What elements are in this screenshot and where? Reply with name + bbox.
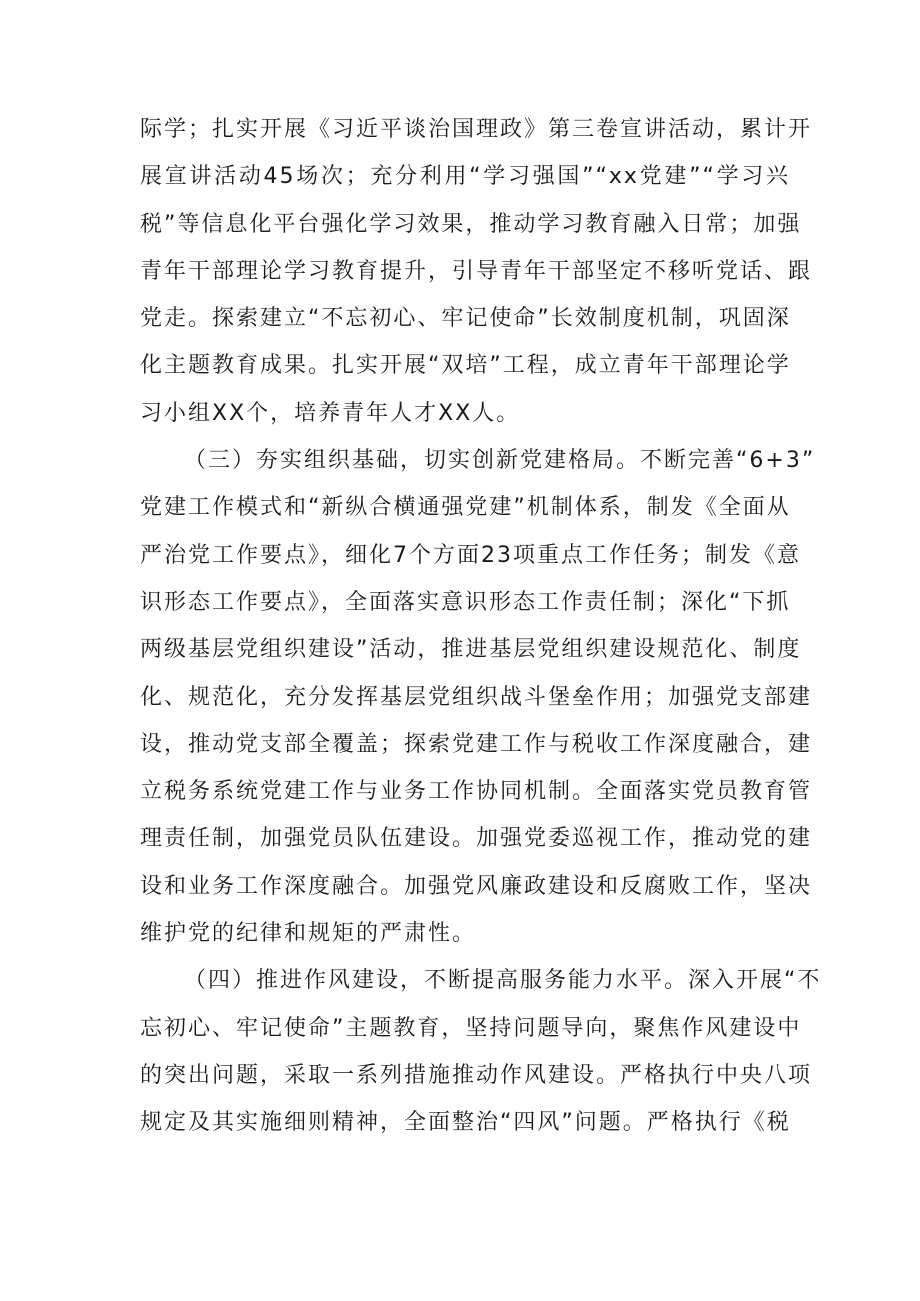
text-line: 设，推动党支部全覆盖；探索党建工作与税收工作深度融合，建 bbox=[140, 731, 813, 757]
text-line: 立税务系统党建工作与业务工作协同机制。全面落实党员教育管 bbox=[140, 779, 813, 805]
text-line: 党走。探索建立“不忘初心、牢记使命”长效制度机制，巩固深 bbox=[140, 306, 791, 332]
text-line: 维护党的纪律和规矩的严肃性。 bbox=[140, 921, 477, 947]
text-line: 展宣讲活动45场次；充分利用“学习强国”“xx党建”“学习兴 bbox=[140, 164, 790, 190]
text-line: 党建工作模式和“新纵合横通强党建”机制体系，制发《全面从 bbox=[140, 495, 791, 521]
text-line: 青年干部理论学习教育提升，引导青年干部坚定不移听党话、跟 bbox=[140, 258, 813, 284]
text-line: 的突出问题，采取一系列措施推动作风建设。严格执行中央八项 bbox=[140, 1062, 813, 1088]
text-line: 税”等信息化平台强化学习效果，推动学习教育融入日常；加强 bbox=[140, 211, 802, 237]
text-line: 化、规范化，充分发挥基层党组织战斗堡垒作用；加强党支部建 bbox=[140, 684, 813, 710]
paragraph-organization-foundation bbox=[140, 437, 816, 957]
text-line: 化主题教育成果。扎实开展“双培”工程，成立青年干部理论学 bbox=[140, 353, 791, 379]
section-heading-line: （四）推进作风建设，不断提高服务能力水平。深入开展“不 bbox=[184, 968, 822, 994]
text-line: 习小组XX个，培养青年人才XX人。 bbox=[140, 400, 521, 426]
text-line: 识形态工作要点》，全面落实意识形态工作责任制；深化“下抓 bbox=[140, 589, 791, 615]
paragraph-work-style bbox=[140, 957, 822, 1146]
section-heading-line: （三）夯实组织基础，切实创新党建格局。不断完善“6+3” bbox=[184, 448, 816, 474]
text-line: 设和业务工作深度融合。加强党风廉政建设和反腐败工作，坚决 bbox=[140, 873, 813, 899]
paragraph-study-education bbox=[140, 106, 813, 437]
text-line: 规定及其实施细则精神，全面整治“四风”问题。严格执行《税 bbox=[140, 1110, 791, 1136]
text-line: 两级基层党组织建设”活动，推进基层党组织建设规范化、制度 bbox=[140, 637, 802, 663]
text-line: 理责任制，加强党员队伍建设。加强党委巡视工作，推动党的建 bbox=[140, 826, 813, 852]
text-line: 际学；扎实开展《习近平谈治国理政》第三卷宣讲活动，累计开 bbox=[140, 117, 813, 142]
text-line: 严治党工作要点》，细化7个方面23项重点工作任务；制发《意 bbox=[140, 542, 801, 568]
text-line: 忘初心、牢记使命”主题教育，坚持问题导向，聚焦作风建设中 bbox=[140, 1015, 802, 1041]
document-body bbox=[140, 106, 822, 1147]
